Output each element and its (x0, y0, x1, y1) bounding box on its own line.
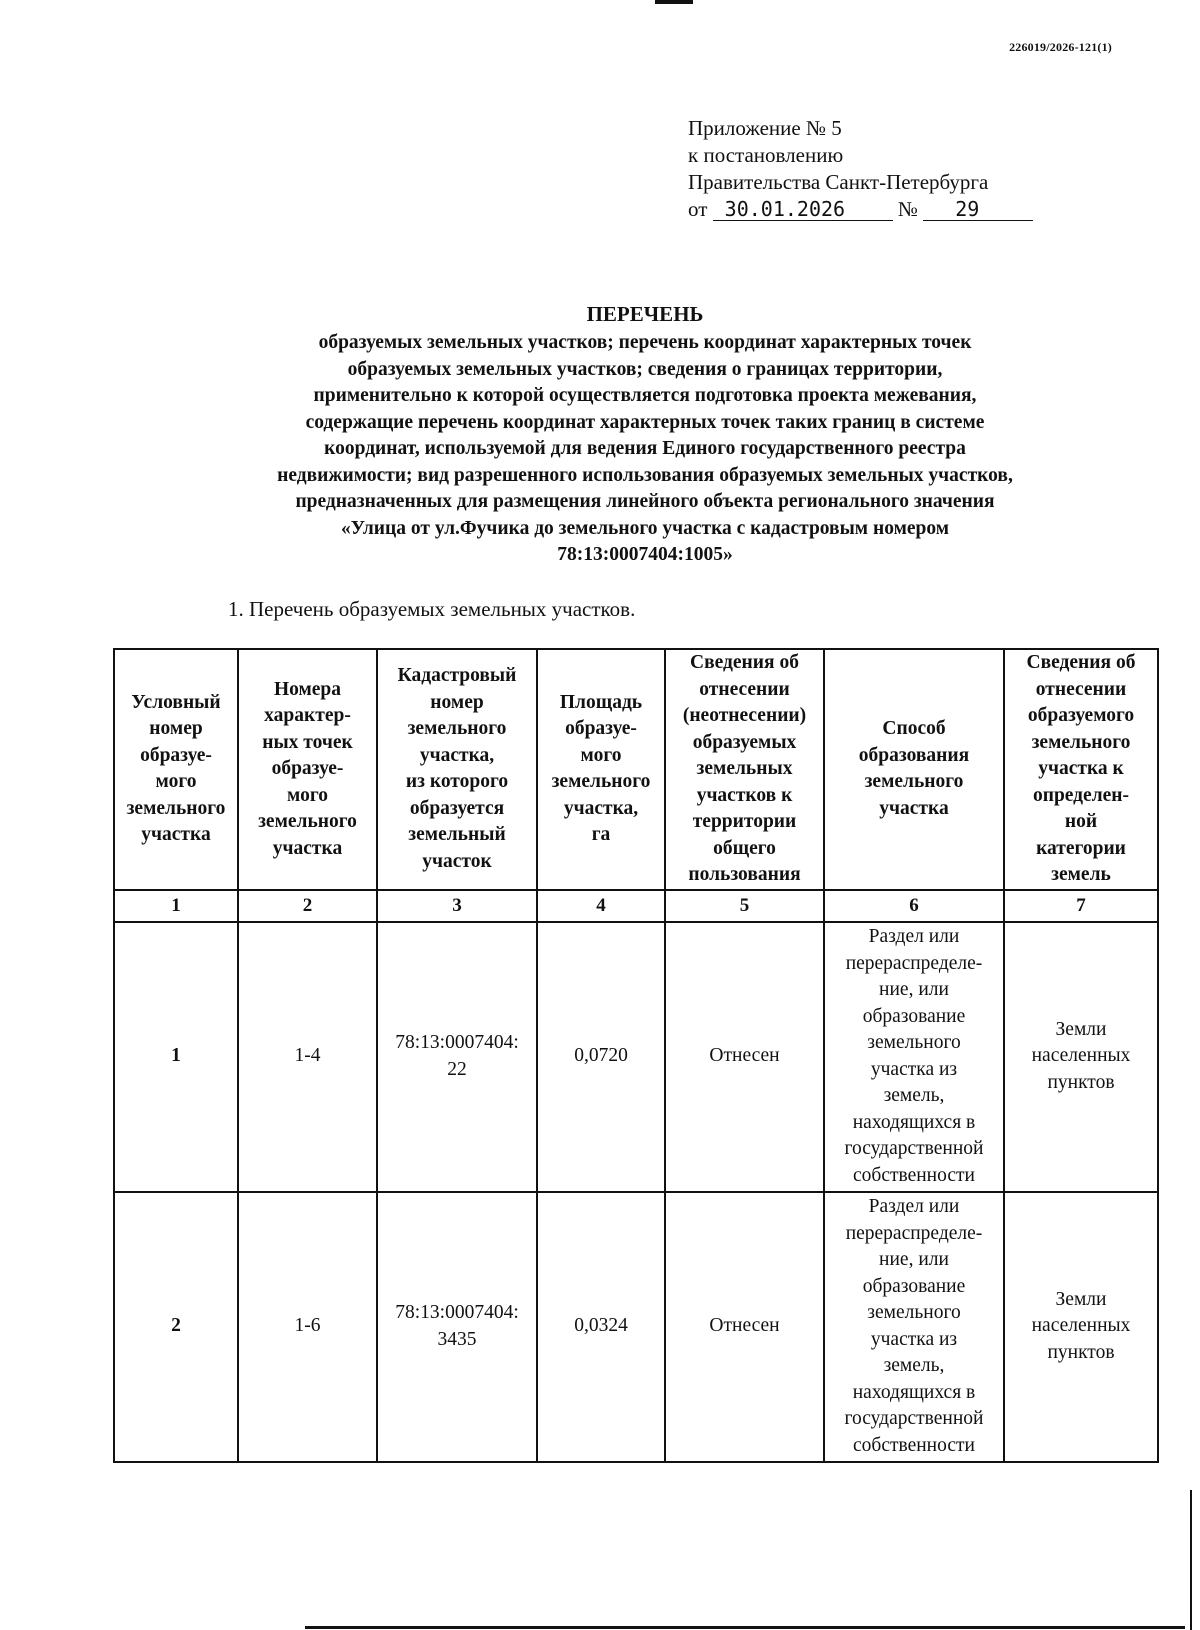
header-line: образования (858, 744, 970, 766)
category-line: населенных (1031, 1045, 1131, 1067)
header-line: образуе- (140, 744, 212, 766)
cell-plot-id: 1 (114, 922, 238, 1192)
header-line: образуется (409, 797, 505, 819)
header-line: образуе- (271, 758, 344, 779)
method-line: Раздел или (868, 1196, 960, 1217)
header-line: Сведения об (690, 652, 799, 673)
cell-points: 1-4 (238, 922, 377, 1192)
category-line: пунктов (1047, 1341, 1115, 1363)
scan-edge-line (1190, 1490, 1192, 1630)
header-line: участка, (419, 744, 495, 766)
header-line: образуемого (1027, 705, 1135, 726)
column-header-1 (114, 649, 238, 890)
subtitle-line: «Улица от ул.Фучика до земельного участка с кадастровым номером (340, 517, 950, 539)
document-title: ПЕРЕЧЕНЬ (586, 302, 704, 326)
category-line: пунктов (1047, 1071, 1115, 1093)
header-line: Площадь (559, 691, 643, 713)
column-number: 1 (114, 890, 238, 922)
column-header-3 (377, 649, 537, 890)
cell-category (1004, 922, 1158, 1192)
header-line: пользования (688, 864, 801, 885)
method-line: земельного (867, 1032, 961, 1053)
cell-method (824, 922, 1004, 1192)
header-line: участка, (563, 797, 639, 819)
method-line: земельного (867, 1302, 961, 1323)
header-line: образуе- (565, 718, 637, 740)
table-row (114, 1192, 1158, 1462)
method-line: земель, (883, 1355, 945, 1376)
method-line: образование (862, 1275, 966, 1297)
column-number: 3 (377, 890, 537, 922)
subtitle-line: предназначенных для размещения линейного объекта регионального значения (295, 491, 995, 512)
scan-bottom-line (305, 1626, 1185, 1629)
header-line: мого (580, 744, 622, 766)
column-number: 2 (238, 890, 377, 922)
header-line: отнесении (1035, 678, 1127, 700)
header-line: га (591, 824, 611, 846)
column-number: 4 (537, 890, 665, 922)
table-body (114, 922, 1158, 1462)
header-line: номер (149, 718, 203, 740)
document-number: 226019/2026-121(1) (1009, 40, 1112, 54)
top-edge-mark (655, 0, 693, 4)
cell-status: Отнесен (665, 1192, 824, 1462)
subtitle-line: координат, используемой для ведения Единого государственного реестра (324, 438, 966, 459)
cadastral-line: 3435 (437, 1328, 477, 1350)
appendix-line-1: Приложение № 5 (688, 116, 842, 140)
header-line: участок (422, 850, 492, 872)
column-number: 7 (1004, 890, 1158, 922)
header-line: мого (155, 771, 197, 793)
header-line: общего (713, 837, 776, 859)
header-line: земель (1051, 864, 1111, 885)
header-line: земельного (1031, 731, 1131, 753)
header-line: участка к (1038, 758, 1124, 779)
header-line: отнесении (699, 678, 790, 700)
method-line: находящихся в (852, 1381, 976, 1403)
header-line: Номера (273, 678, 342, 700)
subtitle-line: недвижимости; вид разрешенного использования образуемых земельных участков, (277, 464, 1013, 486)
column-numbers-row (114, 890, 1158, 922)
method-line: находящихся в (852, 1111, 976, 1133)
column-header-6 (824, 649, 1004, 890)
header-line: участков к (696, 784, 793, 806)
method-line: собственности (853, 1434, 975, 1456)
header-line: ной (1064, 811, 1098, 832)
subtitle-line: образуемых земельных участков; сведения о границах территории, (347, 358, 943, 380)
header-line: земельного (551, 771, 651, 793)
column-header-2 (238, 649, 377, 890)
cell-cadastral-number (377, 922, 537, 1192)
header-line: участка (141, 824, 211, 846)
header-line: номер (430, 691, 484, 713)
header-line: (неотнесении) (682, 705, 807, 726)
from-label: от (688, 197, 708, 221)
header-line: участка (272, 837, 343, 859)
category-line: Земли (1055, 1288, 1107, 1310)
number-label: № (897, 197, 918, 221)
cell-category (1004, 1192, 1158, 1462)
document-subtitle (100, 330, 1190, 569)
appendix-block (688, 115, 1033, 223)
method-line: образование (862, 1005, 966, 1027)
method-line: собственности (853, 1164, 975, 1186)
method-line: перераспределе- (845, 952, 983, 974)
header-line: из которого (405, 771, 509, 793)
subtitle-line: 78:13:0007404:1005» (557, 544, 733, 565)
resolution-number: 29 (923, 198, 1033, 221)
appendix-line-3: Правительства Санкт-Петербурга (688, 170, 989, 194)
header-line: Способ (882, 718, 946, 740)
subtitle-line: содержащие перечень координат характерных точек таких границ в системе (305, 411, 985, 433)
method-line: участка из (870, 1328, 958, 1350)
column-number: 5 (665, 890, 824, 922)
header-line: Кадастровый (397, 665, 517, 687)
method-line: Раздел или (868, 926, 960, 947)
header-line: земельный (408, 824, 506, 846)
cadastral-line: 78:13:0007404: (395, 1032, 519, 1053)
cell-cadastral-number (377, 1192, 537, 1462)
header-line: Сведения об (1026, 652, 1136, 673)
header-line: участка (879, 797, 949, 819)
resolution-date: 30.01.2026 (713, 198, 893, 221)
appendix-line-2: к постановлению (688, 143, 844, 167)
method-line: государственной (844, 1408, 984, 1429)
header-line: мого (287, 784, 328, 806)
subtitle-line: образуемых земельных участков; перечень координат характерных точек (318, 332, 972, 353)
header-line: земельных (696, 758, 793, 779)
header-line: территории (692, 811, 797, 832)
column-header-7 (1004, 649, 1158, 890)
header-line: Условный (131, 691, 221, 713)
appendix-date-line (688, 196, 1033, 223)
header-line: земельного (864, 771, 964, 793)
method-line: ние, или (879, 1249, 949, 1270)
method-line: государственной (844, 1138, 984, 1159)
subtitle-line: применительно к которой осуществляется подготовка проекта межевания, (313, 385, 977, 406)
header-line: характер- (264, 705, 351, 726)
method-line: ние, или (879, 979, 949, 1000)
category-line: Земли (1055, 1018, 1107, 1040)
cell-area: 0,0720 (537, 922, 665, 1192)
section-title: 1. Перечень образуемых земельных участков. (228, 597, 636, 621)
cadastral-line: 22 (447, 1058, 467, 1080)
header-line: земельного (126, 797, 226, 819)
cell-status: Отнесен (665, 922, 824, 1192)
header-line: категории (1036, 837, 1126, 859)
column-number: 6 (824, 890, 1004, 922)
cell-points: 1-6 (238, 1192, 377, 1462)
header-line: ных точек (262, 731, 353, 753)
cadastral-line: 78:13:0007404: (395, 1302, 519, 1323)
header-line: определен- (1032, 784, 1130, 806)
table-row (114, 922, 1158, 1192)
header-line: земельного (407, 718, 507, 740)
cell-method (824, 1192, 1004, 1462)
category-line: населенных (1031, 1315, 1131, 1337)
header-line: образуемых (692, 731, 797, 753)
table-header-row (114, 649, 1158, 890)
method-line: земель, (883, 1085, 945, 1106)
header-line: земельного (258, 811, 357, 832)
land-plots-table (113, 648, 1159, 1463)
column-header-5 (665, 649, 824, 890)
cell-plot-id: 2 (114, 1192, 238, 1462)
column-header-4 (537, 649, 665, 890)
method-line: участка из (870, 1058, 958, 1080)
cell-area: 0,0324 (537, 1192, 665, 1462)
method-line: перераспределе- (845, 1222, 983, 1244)
